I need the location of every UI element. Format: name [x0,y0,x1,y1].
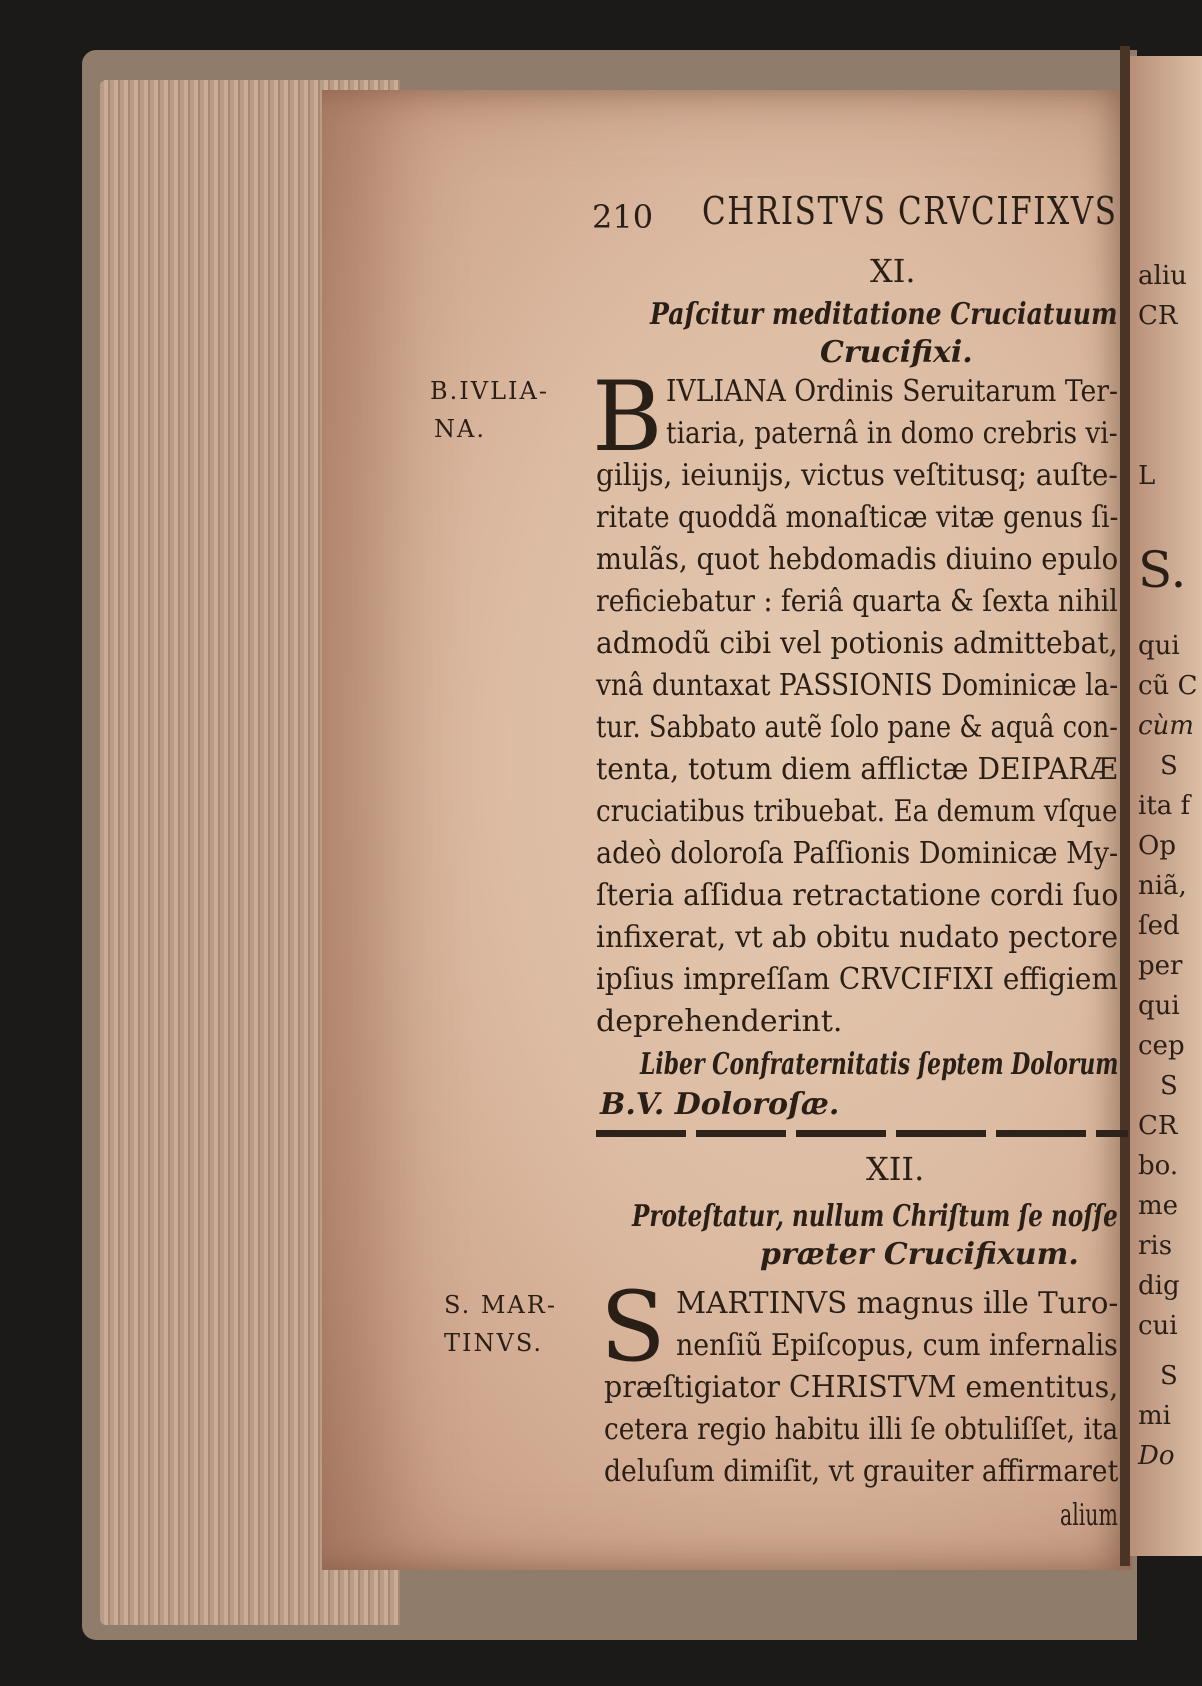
facing-fragment: L [1138,461,1156,491]
facing-fragment: S [1160,751,1178,781]
margin-name: B.IVLIA- [430,377,549,405]
section-divider [596,1130,1128,1137]
running-title: CHRISTVS CRVCIFIXVS [702,189,1118,233]
source-citation: Liber Confraternitatis ſeptem Dolorum [640,1047,1119,1082]
text-line: tiaria, paternâ in domo crebris vi- [666,416,1118,451]
section-numeral: XII. [866,1150,925,1188]
facing-fragment: me [1138,1191,1179,1221]
facing-fragment: Op [1138,831,1176,861]
facing-fragment: ris [1138,1231,1173,1261]
text-line: tur. Sabbato autẽ ſolo pane & aquâ con- [596,710,1118,745]
facing-fragment: cui [1138,1311,1178,1341]
facing-fragment: dig [1138,1271,1180,1301]
facing-fragment: ita f [1138,791,1191,821]
section-title: præter Crucifixum. [760,1237,1079,1272]
text-line: admodũ cibi vel potionis admittebat, [596,626,1118,661]
facing-fragment: mi [1138,1401,1171,1431]
margin-name: NA. [434,415,486,443]
facing-fragment: CR [1138,1111,1178,1141]
text-line: MARTINVS magnus ille Turo- [676,1286,1119,1321]
margin-name: S. MAR- [444,1291,557,1319]
facing-fragment: niã, [1138,871,1187,901]
text-line: adeò doloroſa Paſſionis Dominicæ My- [596,836,1119,871]
facing-fragment: ſed [1138,911,1180,941]
catchword: alium [1060,1498,1118,1533]
facing-fragment: S. [1138,541,1187,599]
text-line: IVLIANA Ordinis Seruitarum Ter- [666,374,1119,409]
page-number: 210 [592,198,654,236]
text-line: deluſum dimiſit, vt grauiter affirmaret [604,1454,1119,1489]
section-title: Crucifixi. [820,335,973,370]
text-line: mulãs, quot hebdomadis diuino epulo [596,542,1119,577]
drop-cap: S [600,1271,666,1383]
facing-fragment: S [1160,1071,1178,1101]
facing-fragment: qui [1138,991,1180,1021]
text-line: ſteria aſſidua retractatione cordi ſuo [596,878,1119,913]
section-title: Paſcitur meditatione Cruciatuum [650,297,1118,332]
facing-fragment: cep [1138,1031,1185,1061]
facing-fragment: CR [1138,301,1178,331]
text-line: vnâ duntaxat PASSIONIS Dominicæ la- [596,668,1119,703]
source-citation: B.V. Doloroſæ. [600,1087,840,1122]
facing-fragment: per [1138,951,1183,981]
text-line: præſtigiator CHRISTVM ementitus, [604,1370,1119,1405]
text-line: nenſiũ Epiſcopus, cum infernalis [676,1328,1118,1363]
facing-fragment: cùm [1138,711,1194,741]
text-line: gilijs, ieiunijs, victus veſtitusq; auſte- [596,458,1118,493]
text-line: reficiebatur : feriâ quarta & ſexta nihil [596,584,1118,619]
drop-cap: B [592,361,663,473]
facing-fragment: qui [1138,631,1180,661]
text-line: cetera regio habitu illi ſe obtuliſſet, ita [604,1412,1119,1447]
facing-page [1130,56,1202,1556]
text-line: deprehenderint. [596,1004,843,1039]
text-line: ritate quoddã monaſticæ vitæ genus ſi- [596,500,1119,535]
facing-fragment: Do [1138,1441,1175,1471]
gutter [1120,46,1130,1566]
text-line: infixerat, vt ab obitu nudato pectore [596,920,1119,955]
facing-fragment: aliu [1138,261,1187,291]
section-numeral: XI. [870,252,916,290]
facing-fragment: cũ C [1138,671,1198,701]
margin-name: TINVS. [444,1329,544,1357]
section-title: Proteſtatur, nullum Chriſtum ſe noſſe [632,1199,1118,1234]
facing-fragment: bo. [1138,1151,1179,1181]
text-line: cruciatibus tribuebat. Ea demum vſque [596,794,1118,829]
facing-fragment: S [1160,1361,1178,1391]
text-line: ipſius impreſſam CRVCIFIXI effigiem [596,962,1118,997]
text-line: tenta, totum diem afflictæ DEIPARÆ [596,752,1118,787]
